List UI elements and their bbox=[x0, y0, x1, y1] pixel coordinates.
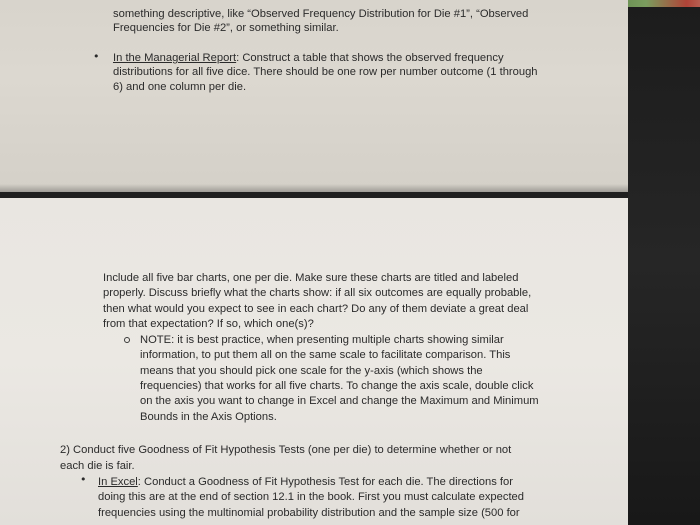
bullet-first-line bbox=[113, 51, 504, 66]
bullet-icon: • bbox=[80, 473, 87, 486]
text-line: frequencies) that works for all five charts. To change the axis scale, double click bbox=[140, 380, 534, 392]
text-line: on the axis you want to change in Excel and change the Maximum and Minimum bbox=[140, 395, 539, 407]
text-line: Include all five bar charts, one per die. Make sure these charts are titled and labeled bbox=[103, 272, 519, 284]
text-line: frequencies using the multinomial probability distribution and the sample size (500 for bbox=[98, 507, 520, 519]
text-line: then what would you expect to see in each chart? Do any of them deviate a great deal bbox=[103, 303, 529, 315]
text-line: 6) and one column per die. bbox=[113, 81, 247, 93]
document-page-bottom bbox=[0, 198, 628, 525]
text-line: properly. Discuss briefly what the charts show: if all six outcomes are equally probable, bbox=[103, 287, 532, 299]
document-page-top bbox=[0, 0, 628, 192]
in-excel-label: In Excel bbox=[98, 476, 138, 488]
text-fragment: : Construct a table that shows the observed frequency bbox=[236, 52, 504, 64]
managerial-report-label: In the Managerial Report bbox=[113, 52, 237, 64]
text-line: distributions for all five dice. There should be one row per number outcome (1 through bbox=[113, 66, 538, 78]
hollow-bullet-icon bbox=[124, 337, 130, 343]
bullet-first-line bbox=[98, 475, 513, 490]
text-line: 2) Conduct five Goodness of Fit Hypothesis Tests (one per die) to determine whether or not bbox=[60, 444, 512, 456]
text-line: NOTE: it is best practice, when presenting multiple charts showing similar bbox=[140, 334, 504, 346]
text-line: something descriptive, like “Observed Frequency Distribution for Die #1”, “Observed bbox=[113, 8, 529, 20]
text-line: each die is fair. bbox=[60, 460, 135, 472]
text-line: doing this are at the end of section 12.1 in the book. First you must calculate expected bbox=[98, 491, 524, 503]
bullet-icon: • bbox=[93, 50, 100, 63]
text-line: from that expectation? If so, which one(s)? bbox=[103, 318, 314, 330]
text-line: Bounds in the Axis Options. bbox=[140, 411, 277, 423]
dark-background-right bbox=[628, 0, 700, 525]
text-line: Frequencies for Die #2”, or something similar. bbox=[113, 22, 339, 34]
text-fragment: : Conduct a Goodness of Fit Hypothesis Test for each die. The directions for bbox=[137, 476, 513, 488]
text-line: information, to put them all on the same scale to facilitate comparison. This bbox=[140, 349, 511, 361]
page-edge-shadow bbox=[0, 184, 628, 192]
text-line: means that you should pick one scale for the y-axis (which shows the bbox=[140, 365, 483, 377]
